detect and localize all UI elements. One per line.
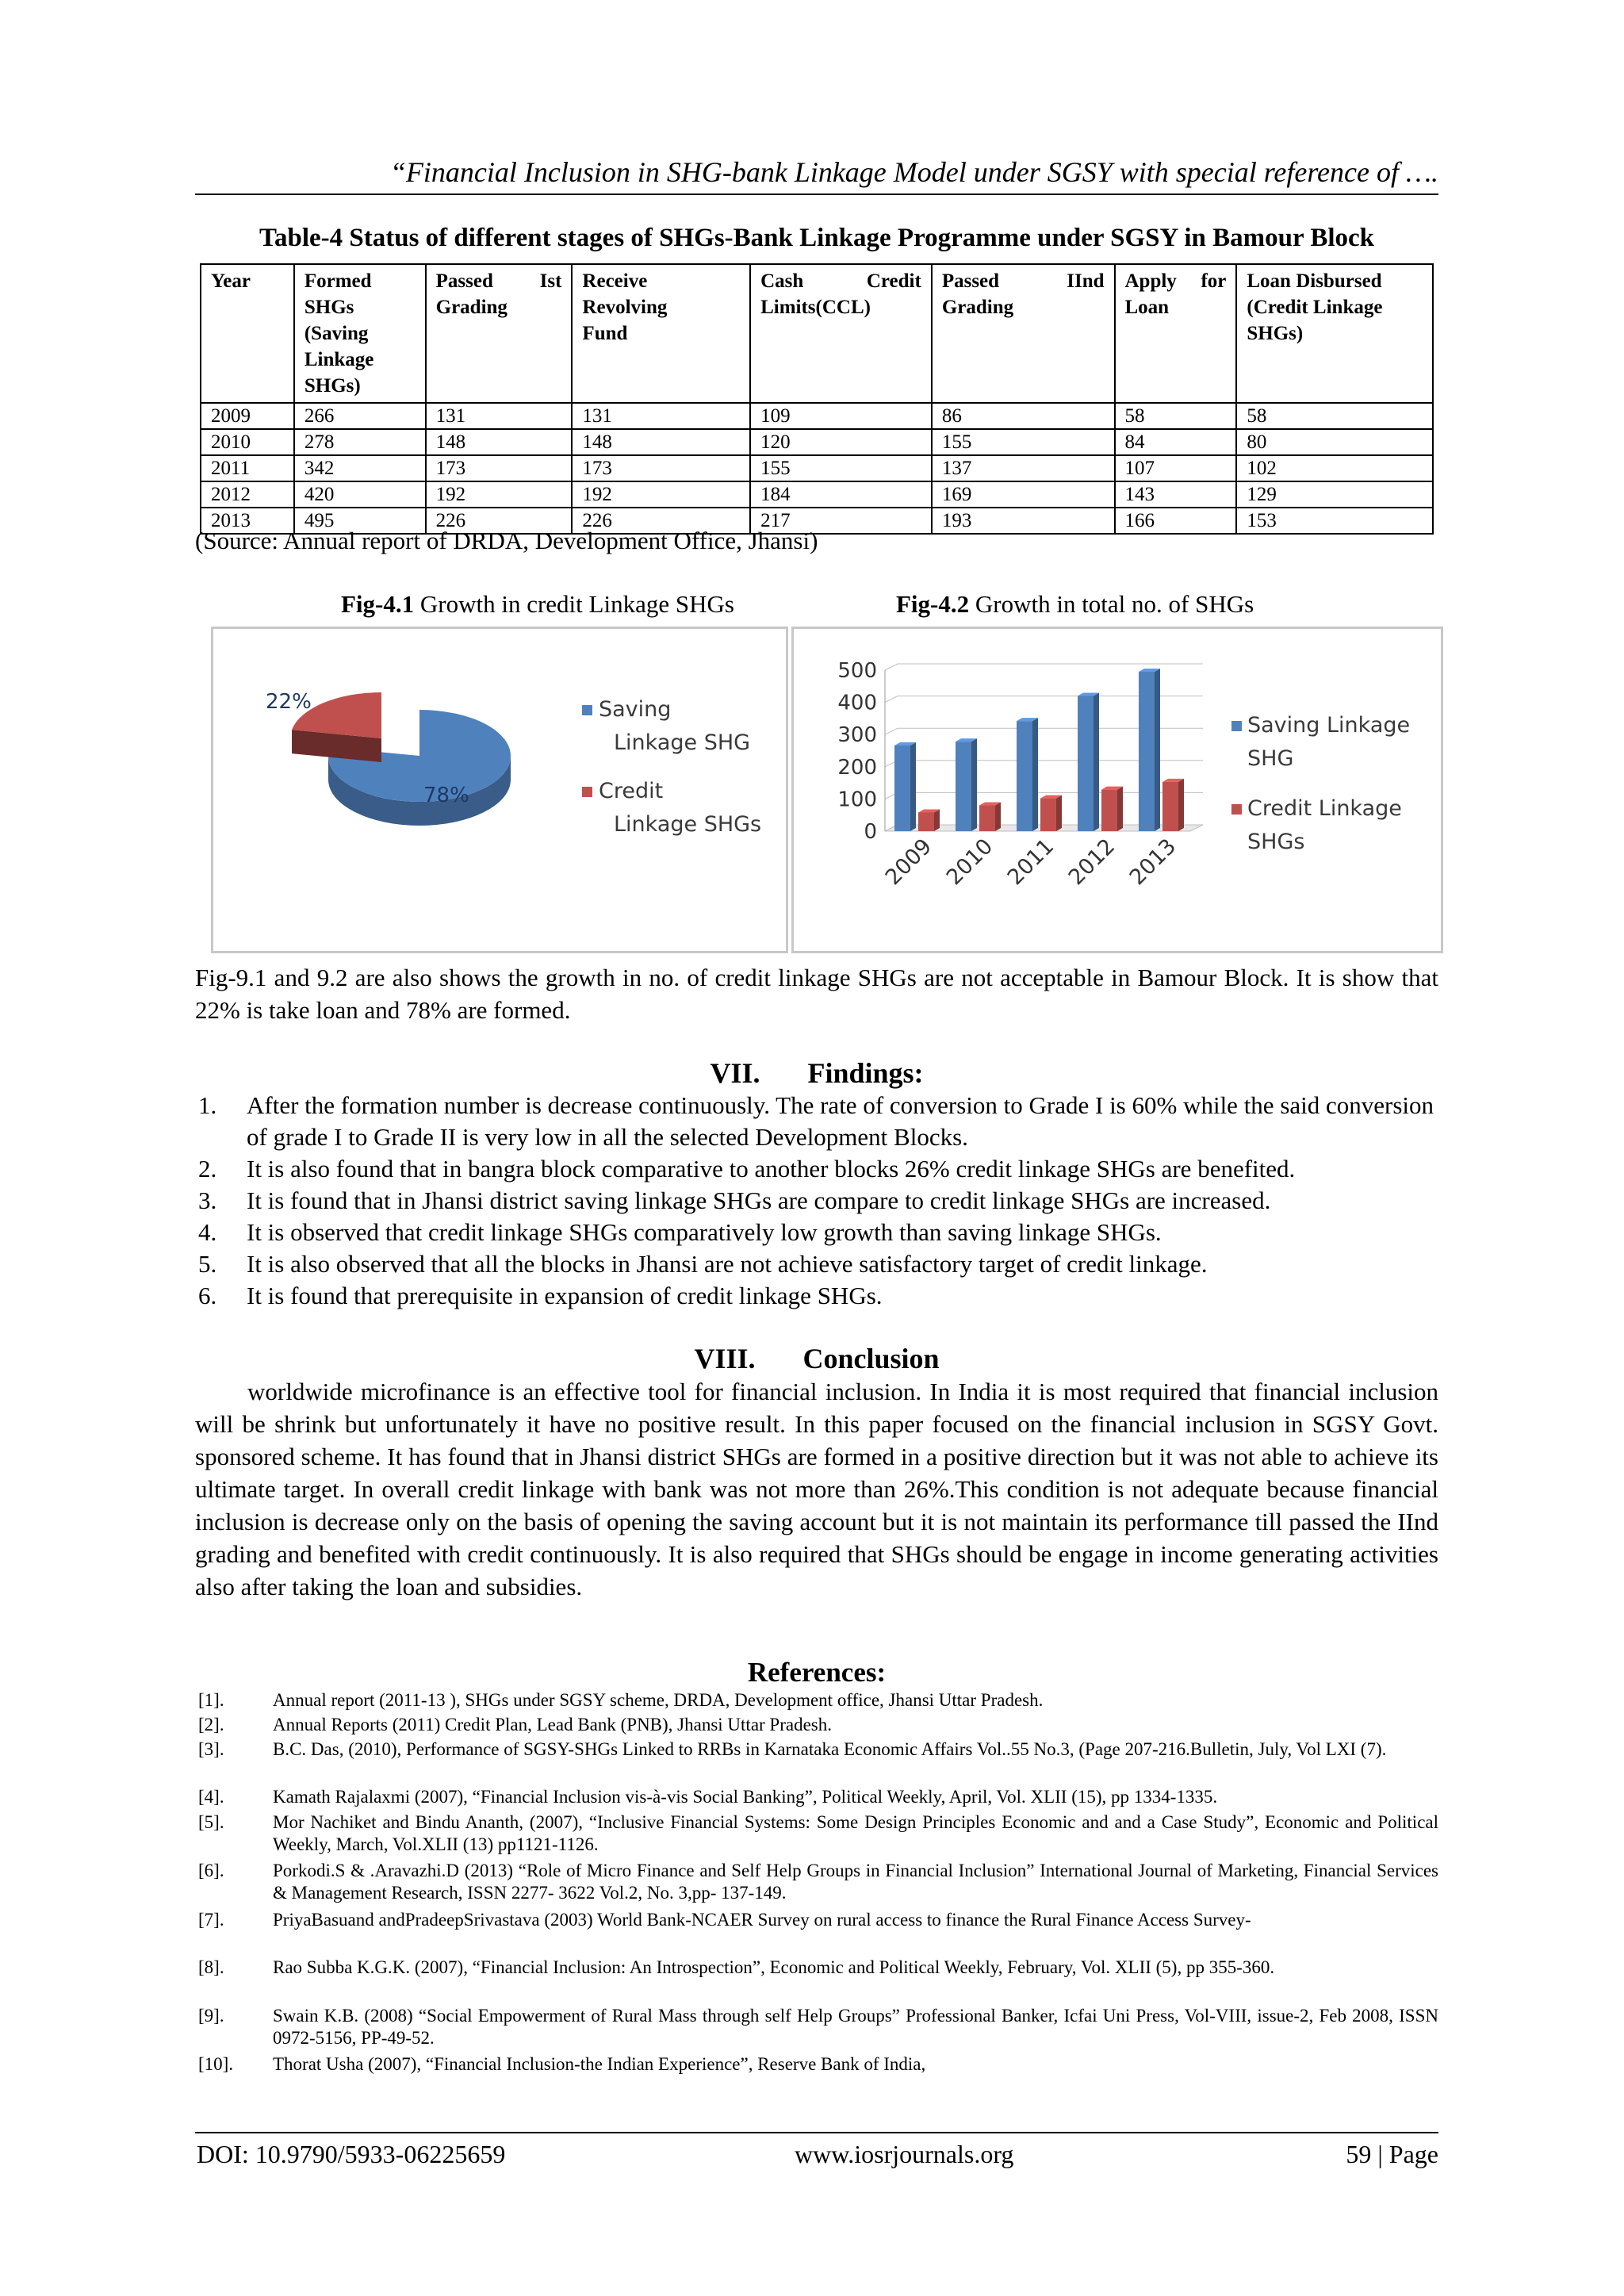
x-tick-label: 2009 [880,834,937,891]
gridline [885,696,898,703]
y-tick-label: 0 [864,820,877,844]
legend-label: Credit Linkage [1247,796,1402,821]
table-cell: 420 [294,481,426,508]
legend-label: Saving Linkage [1247,713,1411,738]
table-cell: 173 [572,455,750,481]
table-cell: 2013 [201,508,294,534]
table-cell: 148 [572,429,750,455]
conclusion-heading: VIII. Conclusion [694,1343,940,1374]
table-cell: 342 [294,455,426,481]
x-tick-label: 2012 [1063,834,1120,891]
bar-side [971,738,977,831]
y-tick-label: 400 [837,691,877,715]
table-cell: 166 [1115,508,1237,534]
table-header-row [201,264,1433,403]
legend-label: SHGs [1247,830,1305,854]
bar [1017,721,1032,831]
table-cell: 2012 [201,481,294,508]
table-cell: 2010 [201,429,294,455]
col-header-passed-ist-grading: Passed Ist Grading [426,264,573,403]
table-cell: 173 [426,455,573,481]
legend-label: Linkage SHG [614,730,751,755]
y-tick-label: 200 [837,755,877,780]
bar [979,806,995,831]
findings-heading: VII. Findings: [710,1057,924,1089]
table-cell: 102 [1236,455,1433,481]
bar-side [995,803,1001,831]
bar-side [1155,669,1160,831]
table-cell: 148 [426,429,573,455]
gridline [885,664,898,670]
table-cell: 120 [750,429,932,455]
table-row [201,481,1433,508]
table-cell: 107 [1115,455,1237,481]
table-cell: 226 [426,508,573,534]
table-cell: 84 [1115,429,1237,455]
table-cell: 109 [750,403,932,429]
table-cell: 192 [572,481,750,508]
table-cell: 495 [294,508,426,534]
legend-label: Credit [599,779,664,803]
table-cell: 278 [294,429,426,455]
running-header: “Financial Inclusion in SHG-bank Linkage Model under SGSY with special reference of …. [389,156,1438,188]
bar-side [1094,692,1099,831]
header-rule [195,194,1438,195]
table-cell: 131 [426,403,573,429]
table-cell: 153 [1236,508,1433,534]
legend-label: Saving [599,697,672,722]
x-tick-label: 2013 [1124,834,1182,891]
bar-chart [794,629,1441,951]
bar [1139,672,1155,831]
table-cell: 226 [572,508,750,534]
legend-label: SHG [1247,746,1294,771]
table-cell: 155 [750,455,932,481]
x-tick-label: 2010 [941,834,998,891]
footer-website: www.iosrjournals.org [795,2140,1014,2168]
footer-page-number: 59 | Page [1346,2140,1438,2168]
col-header-revolving-fund: Receive Revolving Fund [572,264,750,403]
conclusion-paragraph: worldwide microfinance is an effective tool for financial inclusion. In India it is most required that financial inclusion will be shrink but unfortunately it have no positive result. In this paper focused on the financial inclusion in SGSY Govt. sponsored scheme. It has found that in Jhansi district SHGs are formed in a positive direction but it was not able to achieve its ultimate target. In overall credit linkage with bank was not more than 26%.This condition is not adequate because financial inclusion is decrease only on the basis of opening the saving account but it is not maintain its performance till passed the IInd grading and benefited with credit continuously. It is also required that SHGs should be engage in income generating activities also after taking the loan and subsidies. [195,1378,1438,1600]
col-header-loan-disbursed: Loan Disbursed (Credit Linkage SHGs) [1236,264,1433,403]
col-header-year: Year [201,264,294,403]
bar [1101,790,1117,831]
table-caption: Table-4 Status of different stages of SHGs-Bank Linkage Programme under SGSY in Bamour Block [259,224,1374,252]
table-cell: 192 [426,481,573,508]
table-row [201,429,1433,455]
legend-swatch [1231,804,1242,815]
table-row [201,403,1433,429]
table-cell: 155 [932,429,1115,455]
table-cell: 169 [932,481,1115,508]
bar-side [1056,795,1062,831]
legend-label: Linkage SHGs [614,812,762,837]
table-cell: 193 [932,508,1115,534]
table-cell: 2009 [201,403,294,429]
table-cell: 143 [1115,481,1237,508]
bar [894,746,910,831]
bar-chart-panel [791,627,1443,953]
bar-side [1032,718,1038,831]
table-cell: 80 [1236,429,1433,455]
legend-swatch [582,705,592,715]
bar [918,812,934,831]
table-cell: 266 [294,403,426,429]
fig-4-2-caption: Fig-4.2 Growth in total no. of SHGs [896,590,1254,618]
legend-swatch [1231,721,1242,731]
col-header-formed-shgs: Formed SHGs (Saving Linkage SHGs) [294,264,426,403]
y-tick-label: 300 [837,723,877,748]
footer-doi: DOI: 10.9790/5933-06225659 [197,2140,506,2168]
journal-page: “Financial Inclusion in SHG-bank Linkage Model under SGSY with special reference of …. Table-4 Status of different stages of SHGs-Bank Linkage Programme under SGSY in Bamour Block Year Formed SHGs (Saving Linkage SHGs) Passed Ist Grading Receive Revolving Fund Cash Credit Limits(CCL) Passed IInd Grading Apply for Loan Loan Disbursed (Credit Linkage SHGs) 2009 266 131 131 109 86 58 58 2010 278 148 148 120 155 84 80 2011 342 173 173 155 137 107 102 2012 420 192 192 184 169 143 129 2013 495 226 226 217 193 166 153 (Source: Annual report of DRDA, Development Office, Jhansi) Fig-4.1 Growth in credit Linkage SHGs Fig-4.2 Growth in total no. of SHGs 78% 22% Saving Linkage SHG Credit Linkage SHGs 0 100 200 300 400 500 2009 2010 2011 2012 2013 Saving Linkage SHG Credit Linkage SHGs Fig-9.1 and 9.2 are also shows the growth in no. of credit linkage SHGs are not acceptable in Bamour Block. It is show that 22% is take loan and 78% are formed. VII. Findings: 1. After the formation number is decrease continuously. The rate of conversion to Grade I is 60% while the said conversion of grade I to Grade II is very low in all the selected Development Blocks. 2. It is also found that in bangra block comparative to another blocks 26% credit linkage SHGs are benefited. 3. It is found that in Jhansi district saving linkage SHGs are compare to credit linkage SHGs are increased. 4. It is observed that credit linkage SHGs comparatively low growth than saving linkage SHGs. 5. It is also observed that all the blocks in Jhansi are not achieve satisfactory target of credit linkage. 6. It is found that prerequisite in expansion of credit linkage SHGs. VIII. Conclusion worldwide microfinance is an effective tool for financial inclusion. In India it is most required that financial inclusion will be shrink but unfortunately it have no positive result. In this paper focused on the financial inclusion in SGSY Govt. sponsored scheme. It has found that in Jhansi district SHGs are formed in a positive direction but it was not able to achieve its ultimate target. In overall credit linkage with bank was not more than 26%.This condition is not adequate because financial inclusion is decrease only on the basis of opening the saving account but it is not maintain its performance till passed the IInd grading and benefited with credit continuously. It is also required that SHGs should be engage in income generating activities also after taking the loan and subsidies. References: [1]. Annual report (2011-13 ), SHGs under SGSY scheme, DRDA, Development office, Jhansi Uttar Pradesh. [2]. Annual Reports (2011) Credit Plan, Lead Bank (PNB), Jhansi Uttar Pradesh. [3]. B.C. Das, (2010), Performance of SGSY-SHGs Linked to RRBs in Karnataka Economic Affairs Vol..55 No.3, (Page 207-216.Bulletin, July, Vol LXI (7). [4]. Kamath Rajalaxmi (2007), “Financial Inclusion vis-à-vis Social Banking”, Political Weekly, April, Vol. XLII (15), pp 1334-1335. [5]. Mor Nachiket and Bindu Ananth, (2007), “Inclusive Financial Systems: Some Design Principles Economic and and a Case Study”, Economic and Political Weekly, March, Vol.XLII (13) pp1121-1126. [6]. Porkodi.S & .Aravazhi.D (2013) “Role of Micro Finance and Self Help Groups in Financial Inclusion” International Journal of Marketing, Financial Services & Management Research, ISSN 2277- 3622 Vol.2, No. 3,pp- 137-149. [7]. PriyaBasuand andPradeepSrivastava (2003) World Bank-NCAER Survey on rural access to finance the Rural Finance Access Survey- [8]. Rao Subba K.G.K. (2007), “Financial Inclusion: An Introspection”, Economic and Political Weekly, February, Vol. XLII (5), pp 355-360. [9]. Swain K.B. (2008) “Social Empowerment of Rural Mass through self Help Groups” Professional Banker, Icfai Uni Press, Vol-VIII, issue-2, Feb 2008, ISSN 0972-5156, PP-49-52. [10]. Thorat Usha (2007), “Financial Inclusion-the Indian Experience”, Reserve Bank of India, DOI: 10.9790/5933-06225659 www.iosrjournals.org 59 | Page [0,0,1624,2296]
table-row [201,455,1433,481]
table-cell: 2011 [201,455,294,481]
table-source-note: (Source: Annual report of DRDA, Development Office, Jhansi) [195,527,818,554]
bar-side [910,742,916,831]
col-header-passed-iind-grading: Passed IInd Grading [932,264,1115,403]
y-tick-label: 500 [837,659,877,683]
table-cell: 58 [1236,403,1433,429]
bar [1162,782,1178,831]
gridline [885,728,898,734]
fig-4-1-caption: Fig-4.1 Growth in credit Linkage SHGs [341,590,734,618]
pie-chart [213,629,786,951]
table-cell: 137 [932,455,1115,481]
col-header-cash-credit-limits: Cash Credit Limits(CCL) [750,264,932,403]
pie-data-label: 22% [266,690,312,714]
footer-rule [195,2132,1438,2133]
bar [956,742,971,831]
shg-linkage-table [200,263,1434,535]
bar-side [934,809,940,831]
table-cell: 217 [750,508,932,534]
y-tick-label: 100 [837,788,877,812]
table-cell: 131 [572,403,750,429]
table-cell: 129 [1236,481,1433,508]
table-cell: 86 [932,403,1115,429]
x-tick-label: 2011 [1002,834,1059,891]
bar-side [1178,779,1184,831]
legend-swatch [582,787,592,797]
figure-discussion-paragraph: Fig-9.1 and 9.2 are also shows the growth in no. of credit linkage SHGs are not acceptable in Bamour Block. It is show that 22% is take loan and 78% are formed. [195,964,1438,1024]
table-cell: 184 [750,481,932,508]
bar-side [1117,787,1123,831]
bar [1078,696,1094,831]
bar [1040,799,1056,831]
col-header-apply-for-loan: Apply for Loan [1115,264,1237,403]
pie-data-label: 78% [423,784,469,807]
table-cell: 58 [1115,403,1237,429]
pie-chart-panel [211,627,788,953]
references-heading: References: [747,1657,887,1688]
